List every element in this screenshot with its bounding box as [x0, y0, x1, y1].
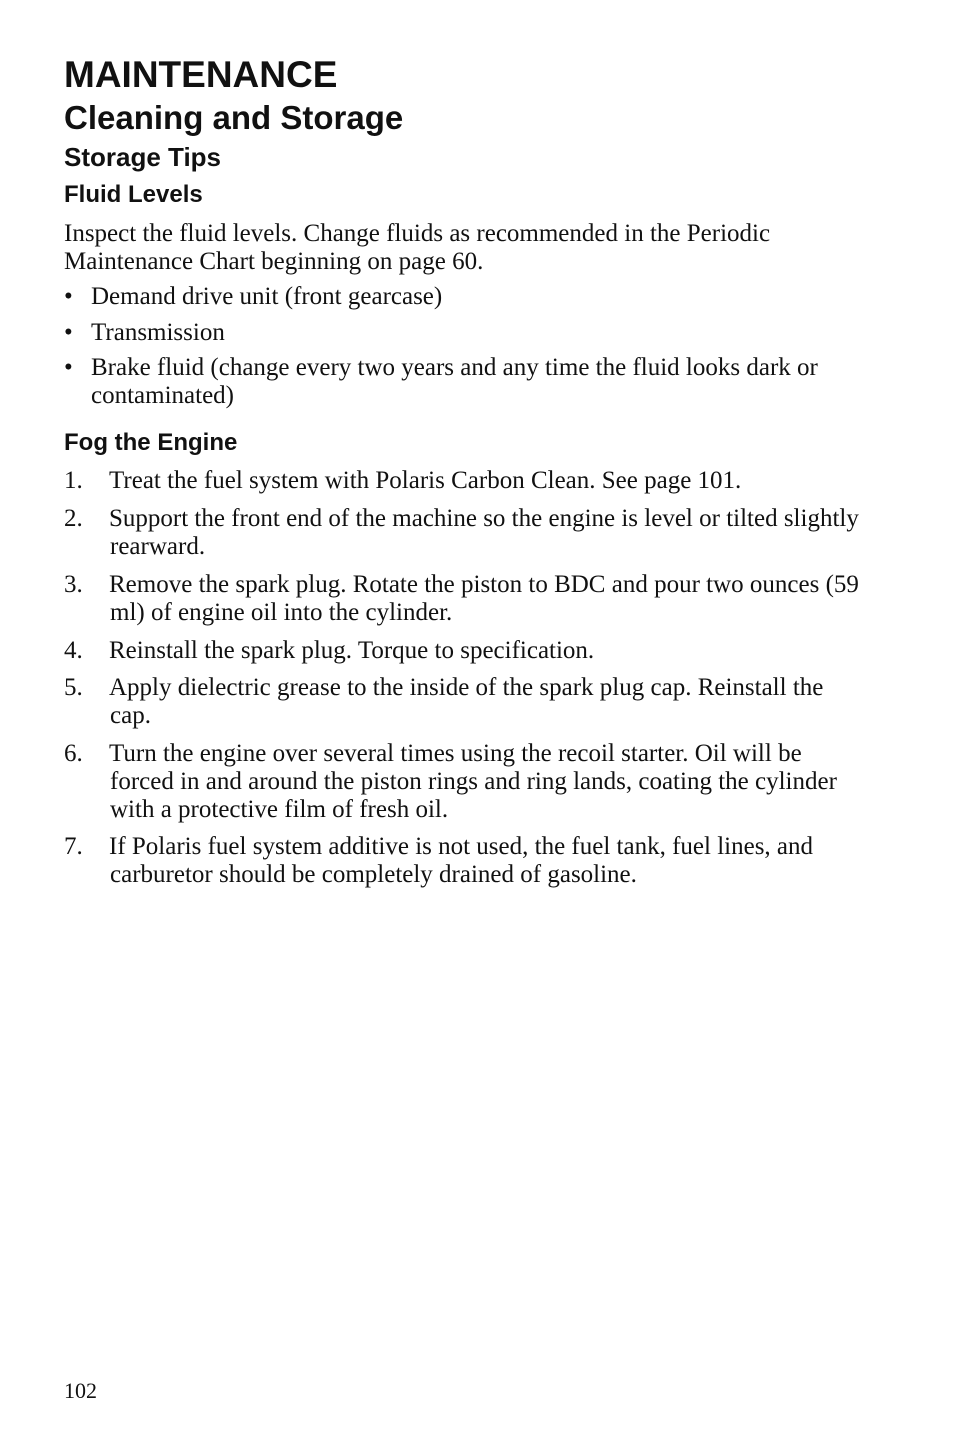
- list-item: [64, 833, 864, 889]
- step-text: If Polaris fuel system additive is not used, the fuel tank, fuel lines, and carburetor should be completely drained of gasoline.: [109, 833, 814, 888]
- list-item: [64, 740, 864, 824]
- list-item: [64, 467, 864, 495]
- bullet-icon: •: [64, 354, 73, 381]
- step-text: Turn the engine over several times using the recoil starter. Oil will be forced in and around the piston rings and ring lands, coating the cylinder with a protective film of fresh oil.: [109, 740, 837, 823]
- fog-engine-heading: Fog the Engine: [64, 429, 238, 456]
- step-text: Treat the fuel system with Polaris Carbon Clean. See page 101.: [109, 467, 742, 494]
- list-item: [64, 571, 864, 627]
- list-item: [64, 505, 864, 561]
- list-item: [64, 354, 864, 410]
- step-number: 7.: [64, 833, 83, 860]
- page-number: 102: [64, 1378, 97, 1403]
- step-text: Reinstall the spark plug. Torque to specification.: [109, 637, 595, 664]
- step-number: 4.: [64, 637, 83, 664]
- section-title: MAINTENANCE: [64, 54, 338, 95]
- step-number: 5.: [64, 674, 83, 701]
- fluid-levels-section: [64, 180, 864, 210]
- subsection-title: Cleaning and Storage: [64, 99, 404, 136]
- step-number: 2.: [64, 505, 83, 532]
- step-number: 3.: [64, 571, 83, 598]
- bullet-icon: •: [64, 319, 73, 346]
- list-item: [64, 674, 864, 730]
- bullet-text: Demand drive unit (front gearcase): [91, 283, 443, 310]
- step-text: Remove the spark plug. Rotate the piston to BDC and pour two ounces (59 ml) of engine oil into the cylinder.: [109, 571, 859, 626]
- step-text: Apply dielectric grease to the inside of the spark plug cap. Reinstall the cap.: [109, 674, 824, 729]
- fluid-levels-heading: Fluid Levels: [64, 181, 203, 208]
- list-item: [64, 283, 864, 311]
- bullet-icon: •: [64, 283, 73, 310]
- fog-engine-section: [64, 428, 864, 458]
- list-item: [64, 637, 864, 665]
- list-item: [64, 319, 864, 347]
- bullet-text: Transmission: [91, 319, 225, 346]
- step-number: 6.: [64, 740, 83, 767]
- step-number: 1.: [64, 467, 83, 494]
- fluid-levels-intro: Inspect the fluid levels. Change fluids as recommended in the Periodic Maintenance Chart beginning on page 60.: [64, 220, 771, 275]
- bullet-text: Brake fluid (change every two years and any time the fluid looks dark or contaminated): [91, 354, 818, 409]
- step-text: Support the front end of the machine so the engine is level or tilted slightly rearward.: [109, 505, 859, 560]
- topic-title: Storage Tips: [64, 142, 222, 172]
